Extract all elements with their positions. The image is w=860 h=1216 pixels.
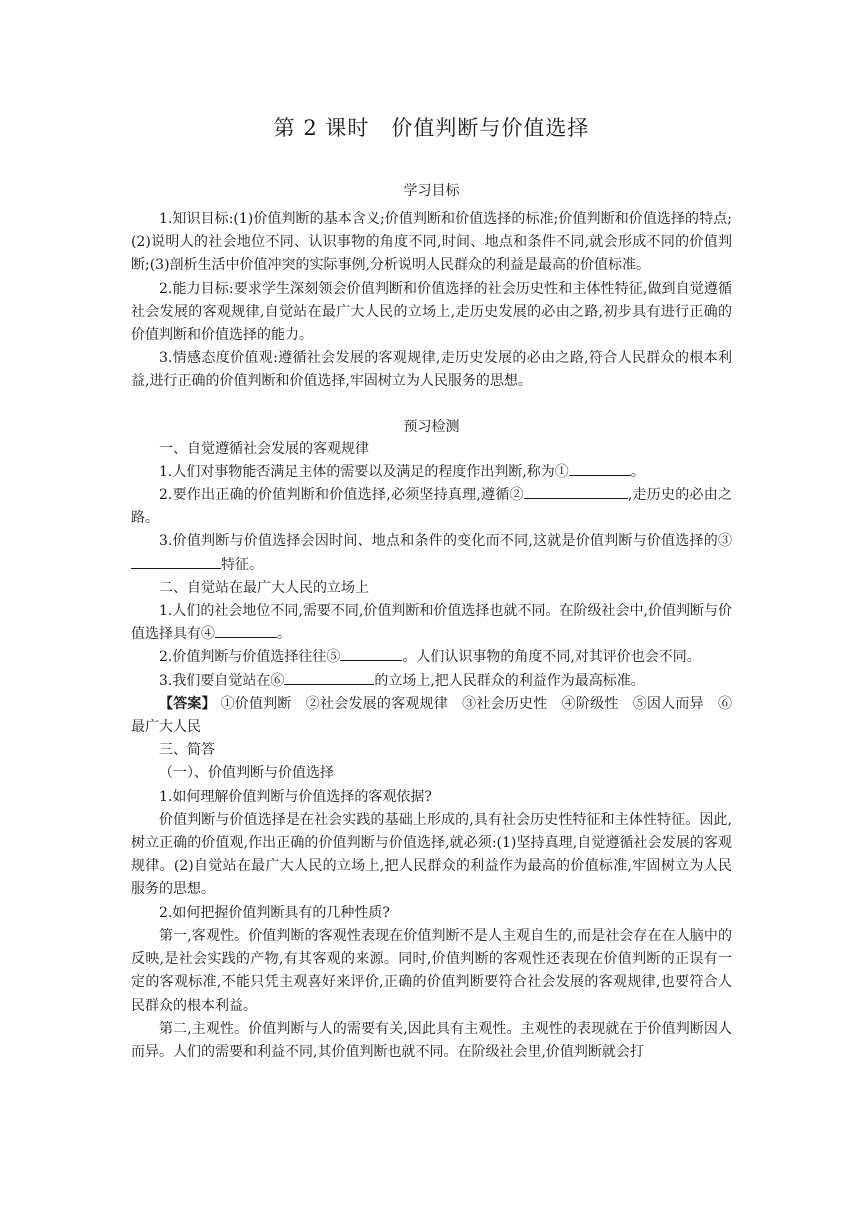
question-5: 2.价值判断与价值选择往往⑤ 。人们认识事物的角度不同,对其评价也会不同。 xyxy=(131,646,732,669)
part1-heading: 一、自觉遵循社会发展的客观规律 xyxy=(159,440,369,457)
question-1: 1.人们对事物能否满足主体的需要以及满足的程度作出判断,称为① 。 xyxy=(131,461,732,484)
answer-blank[interactable] xyxy=(569,461,631,476)
answer-text: ①价值判断 ②社会发展的客观规律 ③社会历史性 ④阶级性 ⑤因人而异 ⑥最广大人民 xyxy=(131,695,732,736)
short-answer-2-part2: 第二,主观性。价值判断与人的需要有关,因此具有主观性。主观性的表现就在于价值判断因人而异。人们的需要和利益不同,其价值判断也就不同。在阶级社会里,价值判断就会打 xyxy=(131,1020,732,1060)
answer-blank[interactable] xyxy=(284,670,374,685)
answer-key xyxy=(131,693,732,739)
short-question-2: 2.如何把握价值判断具有的几种性质? xyxy=(159,904,390,921)
answer-label: 【答案】 xyxy=(159,695,216,712)
page-title: 第 2 课时 价值判断与价值选择 xyxy=(273,116,590,140)
objective-ability: 2.能力目标:要求学生深刻领会价值判断和价值选择的社会历史性和主体性特征,做到自觉遵循社会发展的客观规律,自觉站在最广大人民的立场上,走历史发展的必由之路,初步具有进行正确的价值判断和价值选择的能力。 xyxy=(131,280,732,344)
objectives-heading: 学习目标 xyxy=(403,183,460,199)
question-3: 3.价值判断与价值选择会因时间、地点和条件的变化而不同,这就是价值判断与价值选择的③特征。 xyxy=(131,530,732,576)
short-answer-1: 价值判断与价值选择是在社会实践的基础上形成的,具有社会历史性特征和主体性特征。因此,树立正确的价值观,作出正确的价值判断与价值选择,就必须:(1)坚持真理,自觉遵循社会发展的客观规律。(2)自觉站在最广大人民的立场上,把人民群众的利益作为最高的价值标准,牢固树立为人民服务的思想。 xyxy=(131,811,732,898)
question-4: 1.人们的社会地位不同,需要不同,价值判断和价值选择也就不同。在阶级社会中,价值判断与价值选择具有④ 。 xyxy=(131,603,732,643)
answer-blank[interactable] xyxy=(215,623,277,638)
answer-blank[interactable] xyxy=(340,646,402,661)
part2-heading: 二、自觉站在最广大人民的立场上 xyxy=(159,579,369,596)
answer-blank[interactable] xyxy=(131,554,221,569)
short-answer-2-part1: 第一,客观性。价值判断的客观性表现在价值判断不是人主观自生的,而是社会存在在人脑中的反映,是社会实践的产物,有其客观的来源。同时,价值判断的客观性还表现在价值判断的正误有一定的客观标准,不能只凭主观喜好来评价,正确的价值判断要符合社会发展的客观规律,也要符合人民群众的根本利益。 xyxy=(131,927,732,1014)
short-question-1: 1.如何理解价值判断与价值选择的客观依据? xyxy=(159,788,432,805)
short-answer-heading: 三、简答 xyxy=(159,742,215,759)
short-answer-subheading: （一）、价值判断与价值选择 xyxy=(159,765,334,782)
question-2: 2.要作出正确的价值判断和价值选择,必须坚持真理,遵循② ,走历史的必由之路。 xyxy=(131,484,732,530)
answer-blank[interactable] xyxy=(524,484,628,499)
objective-attitude: 3.情感态度价值观:遵循社会发展的客观规律,走历史发展的必由之路,符合人民群众的根本利益,进行正确的价值判断和价值选择,牢固树立为人民服务的思想。 xyxy=(131,350,732,390)
objective-knowledge: 1.知识目标:(1)价值判断的基本含义;价值判断和价值选择的标准;价值判断和价值选择的特点;(2)说明人的社会地位不同、认识事物的角度不同,时间、地点和条件不同,就会形成不同的价值判断;(3)剖析生活中价值冲突的实际事例,分析说明人民群众的利益是最高的价值标准。 xyxy=(131,211,732,274)
question-6: 3.我们要自觉站在⑥ 的立场上,把人民群众的利益作为最高标准。 xyxy=(131,670,732,693)
preview-heading: 预习检测 xyxy=(403,418,460,435)
